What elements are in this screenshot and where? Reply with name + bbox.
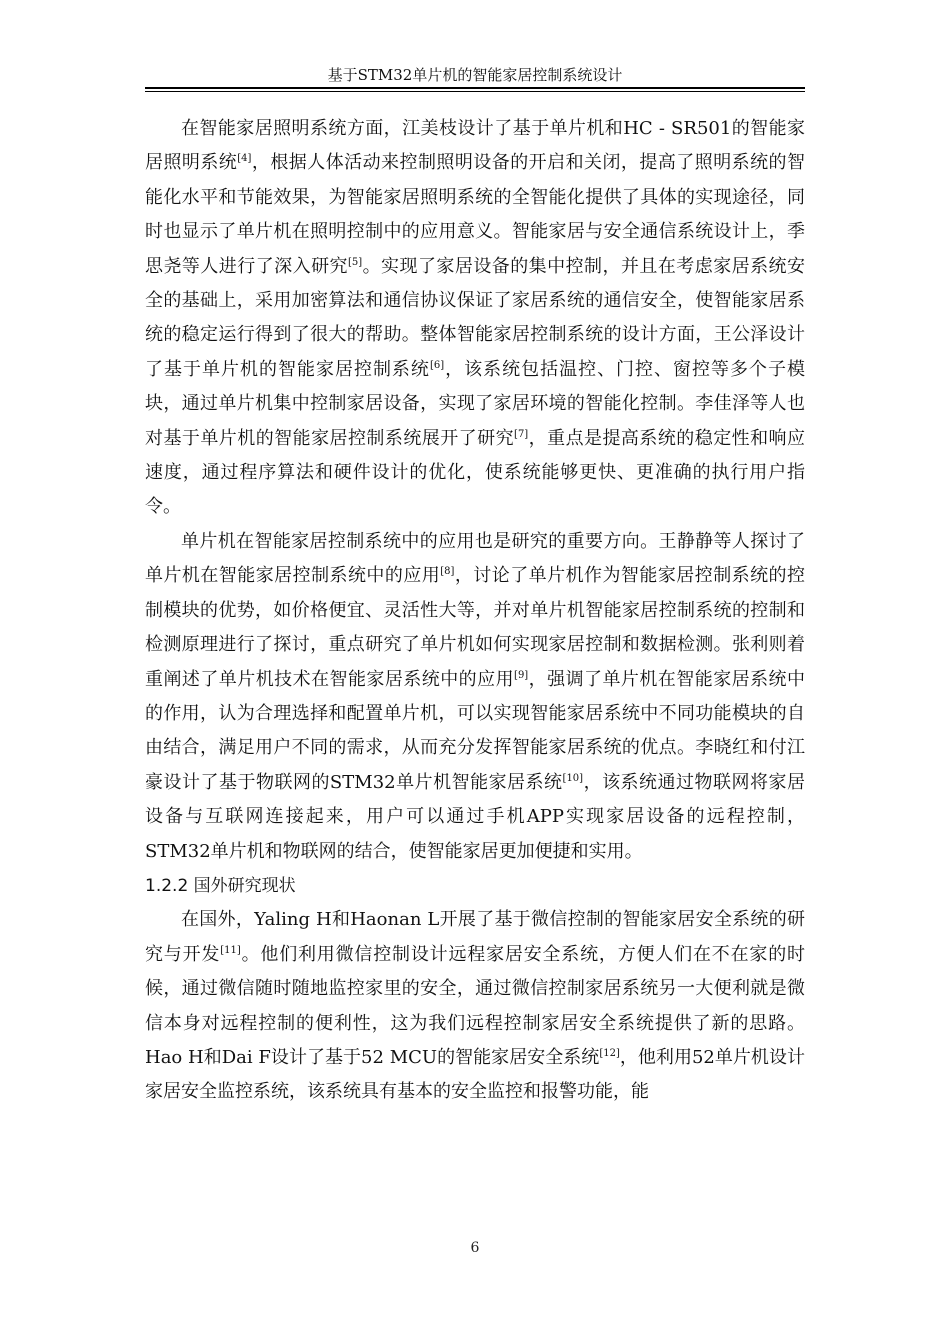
- citation: [11]: [220, 944, 241, 956]
- text-run: ，重点是提高系统的稳定性和响应速度，通过程序算法和硬件设计的优化，使系统能够更快、更准确的执行用户指令。: [145, 427, 806, 518]
- running-header: [145, 66, 805, 84]
- header-rule: [145, 87, 805, 92]
- text-run: ，讨论了单片机作为智能家居控制系统的控制模块的优势，如价格便宜、灵活性大等，并对单片机智能家居控制系统的控制和检测原理进行了探讨，重点研究了单片机如何实现家居控制和数据检测。张利则着重阐述了单片机技术在智能家居系统中的应用: [145, 565, 805, 690]
- text-run: 在智能家居照明系统方面，江美枝设计了基于单片机和HC - SR501的智能家居照明系统: [145, 118, 805, 174]
- header-title: 基于STM32单片机的智能家居控制系统设计: [327, 66, 623, 84]
- citation: [5]: [347, 256, 363, 268]
- citation: [10]: [562, 772, 584, 784]
- text-run: 。他们利用微信控制设计远程家居安全系统，方便人们在不在家的时候，通过微信随时随地监控家里的安全，通过微信控制家居系统另一大便利就是微信本身对远程控制的便利性，这为我们远程控制家居安全系统提供了新的思路。Hao H和Dai F设计了基于52 MCU的智能家居安全系统: [145, 943, 805, 1068]
- citation: [9]: [514, 669, 529, 681]
- citation: [12]: [599, 1047, 620, 1059]
- citation: [7]: [514, 428, 529, 440]
- text-run: ，他利用52单片机设计家居安全监控系统，该系统具有基本的安全监控和报警功能，能: [145, 1046, 805, 1103]
- body-text: [145, 112, 805, 1110]
- paragraph-foreign-research: [145, 903, 805, 1109]
- section-heading: 1.2.2 国外研究现状: [145, 875, 296, 896]
- text-run: ，该系统通过物联网将家居设备与互联网连接起来，用户可以通过手机APP实现家居设备的远程控制，STM32单片机和物联网的结合，使智能家居更加便捷和实用。: [145, 771, 806, 862]
- paragraph-lighting-research: [145, 112, 805, 525]
- text-run: 。实现了家居设备的集中控制，并且在考虑家居系统安全的基础上，采用加密算法和通信协议保证了家居系统的通信安全，使智能家居系统的稳定运行得到了很大的帮助。整体智能家居控制系统的设计方面，王公泽设计了基于单片机的智能家居控制系统: [145, 255, 806, 380]
- text-run: 在国外，Yaling H和Haonan L开展了基于微信控制的智能家居安全系统的研究与开发: [145, 909, 805, 965]
- page-number: 6: [470, 1240, 480, 1256]
- text-run: 单片机在智能家居控制系统中的应用也是研究的重要方向。王静静等人探讨了单片机在智能家居控制系统中的应用: [145, 530, 805, 587]
- citation: [6]: [429, 359, 445, 371]
- paragraph-mcu-application: [145, 525, 805, 869]
- text-run: ，强调了单片机在智能家居系统中的作用，认为合理选择和配置单片机，可以实现智能家居系统中不同功能模块的自由结合，满足用户不同的需求，从而充分发挥智能家居系统的优点。李晓红和付江豪设计了基于物联网的STM32单片机智能家居系统: [145, 668, 806, 793]
- citation: [4]: [237, 153, 252, 165]
- text-run: ，根据人体活动来控制照明设备的开启和关闭，提高了照明系统的智能化水平和节能效果，为智能家居照明系统的全智能化提供了具体的实现途径，同时也显示了单片机在照明控制中的应用意义。智能家居与安全通信系统设计上，季思尧等人进行了深入研究: [145, 152, 806, 277]
- citation: [8]: [440, 566, 455, 578]
- text-run: ，该系统包括温控、门控、窗控等多个子模块，通过单片机集中控制家居设备，实现了家居环境的智能化控制。李佳泽等人也对基于单片机的智能家居控制系统展开了研究: [145, 358, 806, 449]
